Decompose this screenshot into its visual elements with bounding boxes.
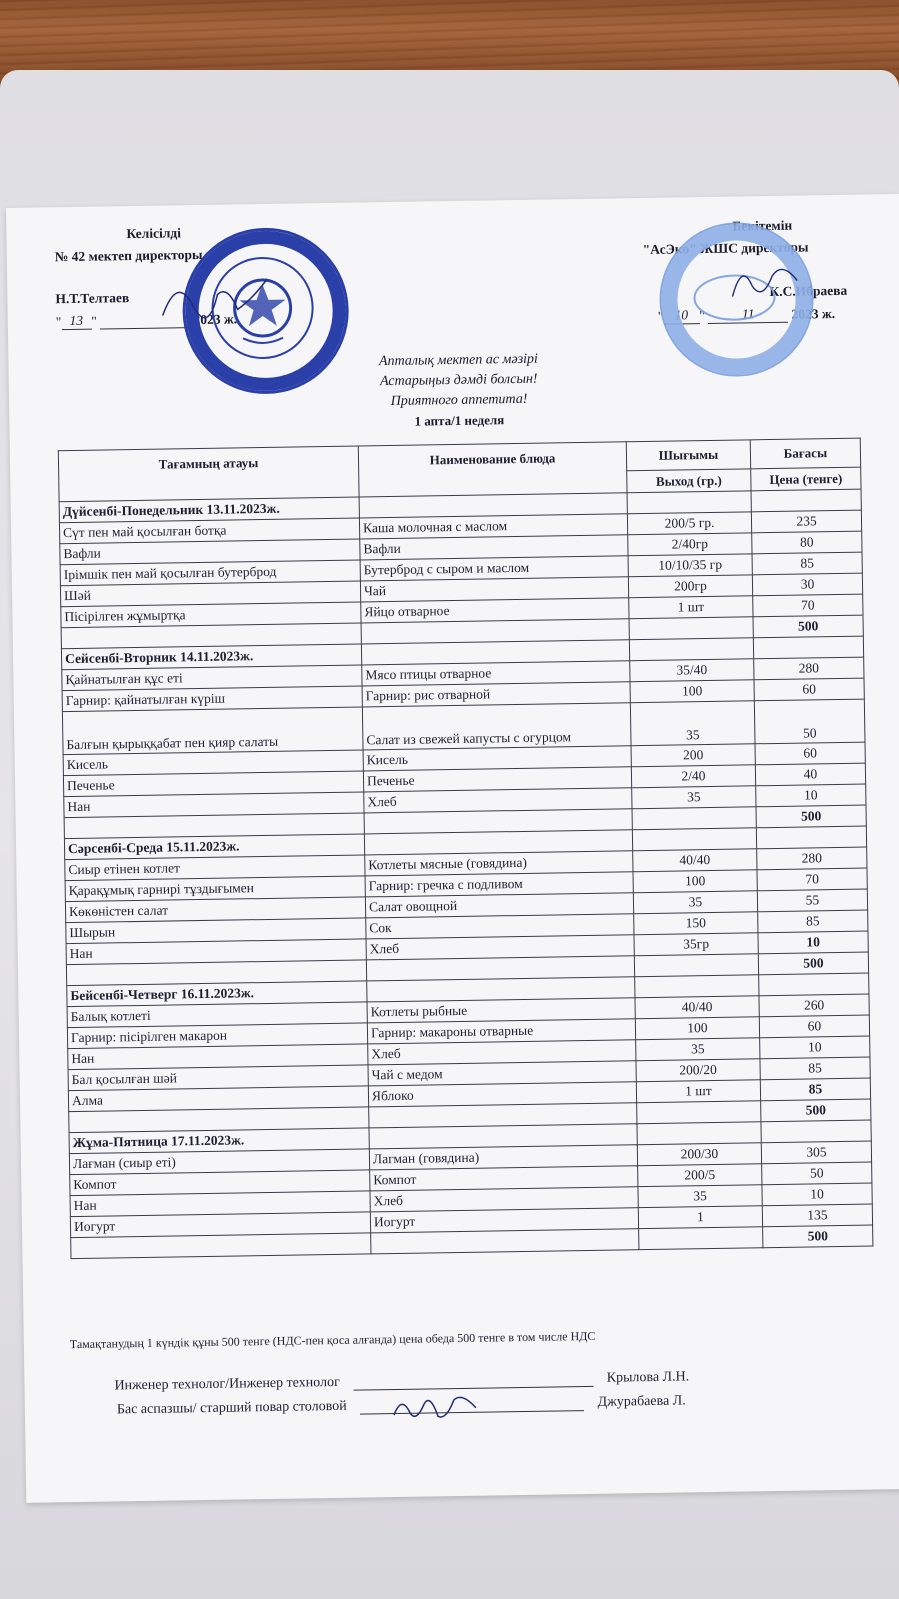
dish-name-kz: Печенье: [63, 771, 363, 797]
day-title: Жұма-Пятница 17.11.2023ж.: [69, 1128, 369, 1154]
dish-price: 60: [759, 1015, 869, 1038]
dish-output: 200: [631, 744, 755, 767]
col-header-price-ru: Цена (тенге): [751, 467, 861, 491]
dish-output: 40/40: [635, 996, 759, 1019]
dish-name-ru: Котлеты мясные (говядина): [365, 851, 633, 876]
dish-output: 1 шт: [629, 596, 753, 619]
day-title: Сейсенбі-Вторник 14.11.2023ж.: [61, 644, 361, 670]
dish-price: 85: [758, 910, 868, 933]
right-date-month: 11: [708, 306, 788, 324]
dish-output: 35: [632, 786, 756, 809]
right-role: "АсЭко" ЖШС директоры: [642, 239, 809, 258]
empty-cell: [632, 828, 756, 851]
left-date-month-line: [100, 327, 190, 329]
dish-price: 280: [757, 847, 867, 870]
dish-name-kz: Нан: [68, 1044, 368, 1070]
right-approve-label: Бекітемін: [732, 217, 793, 234]
day-total: 500: [761, 1099, 871, 1122]
engineer-name: Крылова Л.Н.: [606, 1369, 690, 1386]
empty-cell: [756, 826, 866, 849]
empty-cell: [753, 636, 863, 659]
dish-name-ru: Гарнир: рис отварной: [362, 682, 630, 707]
col-header-price-kz: Бағасы: [750, 438, 860, 469]
dish-output: 150: [634, 912, 758, 935]
dish-output: 2/40: [631, 765, 755, 788]
dish-output: 100: [633, 870, 757, 893]
day-title: Сәрсенбі-Среда 15.11.2023ж.: [64, 834, 364, 860]
left-role: № 42 мектеп директоры: [54, 246, 203, 265]
dish-name-ru: Яйцо отварное: [361, 598, 629, 623]
dish-name-kz: Қарақұмық гарнирі тұздығымен: [65, 876, 365, 902]
dish-name-kz: Нан: [64, 792, 364, 818]
dish-name-ru: Лагман (говядина): [369, 1145, 637, 1170]
dish-price: 70: [753, 594, 863, 617]
menu-body: [59, 489, 873, 1259]
dish-name-kz: Балық котлеті: [67, 1002, 367, 1028]
dish-name-kz: Шәй: [60, 581, 360, 607]
empty-cell: [629, 617, 753, 640]
dish-price: 70: [757, 868, 867, 891]
dish-price: 10: [758, 931, 868, 954]
dish-output: 1 шт: [636, 1080, 760, 1103]
dish-output: 200/30: [637, 1143, 761, 1166]
week-label: 1 апта/1 неделя: [414, 412, 505, 429]
menu-title-kz: Апталық мектеп ас мәзірі: [378, 351, 539, 370]
dish-price: 305: [761, 1141, 871, 1164]
right-date: " 10 " 11 2023 ж.: [657, 305, 836, 324]
dish-name-kz: Компот: [70, 1170, 370, 1196]
day-title: Дүйсенбі-Понедельник 13.11.2023ж.: [59, 497, 359, 523]
dish-name-ru: Гарнир: гречка с подливом: [365, 872, 633, 897]
dish-price: 50: [754, 699, 865, 744]
dish-price: 135: [762, 1204, 872, 1227]
cook-signature-line: [117, 1393, 686, 1418]
dish-output: 35: [633, 891, 757, 914]
dish-output: 200/5: [638, 1164, 762, 1187]
empty-cell: [637, 1122, 761, 1145]
menu-title-block: [348, 349, 569, 432]
dish-name-ru: Бутерброд с сыром и маслом: [360, 556, 628, 581]
empty-cell: [371, 1229, 639, 1254]
menu-wish-kz: Астарыңыз дәмді болсын!: [379, 371, 538, 390]
dish-name-ru: Яблоко: [368, 1082, 636, 1107]
left-date-year: 2023 ж.: [193, 311, 238, 328]
dish-name-kz: Пісірілген жұмыртқа: [61, 602, 361, 628]
dish-price: 260: [759, 994, 869, 1017]
col-header-kz: Тағамның атауы: [58, 446, 359, 502]
dish-name-kz: Сиыр етінен котлет: [65, 855, 365, 881]
dish-name-ru: Чай с медом: [368, 1061, 636, 1086]
cook-sign-blank: [360, 1410, 584, 1415]
dish-name-kz: Бал қосылған шәй: [68, 1065, 368, 1091]
dish-name-ru: Гарнир: макароны отварные: [367, 1019, 635, 1044]
engineer-role: Инженер технолог/Инженер технолог: [114, 1374, 340, 1394]
day-total: 500: [763, 1225, 873, 1248]
dish-price: 60: [755, 742, 865, 765]
dish-price: 55: [757, 889, 867, 912]
dish-name-ru: Мясо птицы отварное: [362, 661, 630, 686]
dish-price: 85: [752, 552, 862, 575]
dish-name-kz: Алма: [68, 1086, 368, 1112]
dish-name-kz: Балғын қырыққабат пен қияр салаты: [62, 707, 363, 755]
footer-note: Тамақтанудың 1 күндік құны 500 тенге (НДС-пен қоса алғанда) цена обеда 500 тенге в том числе НДС: [69, 1328, 596, 1352]
dish-output: 100: [635, 1017, 759, 1040]
dish-output: 1: [638, 1206, 762, 1229]
day-total: 500: [758, 952, 868, 975]
left-signature-icon: [157, 264, 278, 326]
dish-price: 60: [754, 678, 864, 701]
dish-name-kz: Вафли: [60, 539, 360, 565]
dish-output: 35: [630, 701, 755, 746]
dish-price: 85: [760, 1057, 870, 1080]
empty-cell: [635, 975, 759, 998]
dish-output: 200/20: [636, 1059, 760, 1082]
dish-name-kz: Кисель: [63, 750, 363, 776]
dish-name-kz: Лағман (сиыр еті): [69, 1149, 369, 1175]
dish-name-kz: Гарнир: қайнатылған күріш: [62, 686, 362, 712]
empty-cell: [632, 807, 756, 830]
dish-output: 2/40гр: [628, 533, 752, 556]
dish-output: 100: [630, 680, 754, 703]
dish-price: 235: [751, 510, 861, 533]
empty-cell: [637, 1101, 761, 1124]
dish-price: 10: [760, 1036, 870, 1059]
dish-name-ru: Котлеты рыбные: [367, 998, 635, 1023]
dish-name-kz: Көкөністен салат: [65, 897, 365, 923]
dish-name-kz: Нан: [66, 939, 366, 965]
dish-output: 200гр: [628, 575, 752, 598]
dish-name-ru: Хлеб: [368, 1040, 636, 1065]
day-total: 500: [753, 615, 863, 638]
day-total: 500: [756, 805, 866, 828]
dish-name-ru: Хлеб: [364, 788, 632, 813]
empty-cell: [634, 954, 758, 977]
dish-output: 40/40: [633, 849, 757, 872]
dish-price: 40: [755, 763, 865, 786]
dish-name-kz: Шырын: [66, 918, 366, 944]
dish-name-ru: Салат овощной: [365, 893, 633, 918]
dish-price: 10: [762, 1183, 872, 1206]
left-date: " 13 " 2023 ж.: [55, 311, 238, 330]
left-date-day: 13: [61, 313, 91, 330]
dish-name-kz: Қайнатылған құс еті: [62, 665, 362, 691]
empty-cell: [627, 491, 751, 514]
dish-name-ru: Хлеб: [370, 1187, 638, 1212]
right-date-day: 10: [663, 307, 699, 325]
dish-name-kz: Нан: [70, 1191, 370, 1217]
dish-name-ru: Салат из свежей капусты с огурцом: [362, 703, 631, 750]
dish-output: 35гр: [634, 933, 758, 956]
right-signature-icon: [727, 255, 808, 306]
dish-name-ru: Печенье: [363, 767, 631, 792]
menu-document: [6, 194, 899, 1503]
empty-cell: [761, 1120, 871, 1143]
dish-output: 200/5 гр.: [627, 512, 751, 535]
dish-name-ru: Сок: [366, 914, 634, 939]
empty-cell: [629, 638, 753, 661]
dish-name-kz: Иогурт: [70, 1212, 370, 1238]
left-approve-label: Келісілді: [126, 225, 182, 242]
dish-price: 280: [754, 657, 864, 680]
dish-name-ru: Каша молочная с маслом: [359, 514, 627, 539]
menu-wish-ru: Приятного аппетита!: [390, 391, 528, 409]
cook-role: Бас аспазшы/ старший повар столовой: [116, 1398, 347, 1418]
col-header-out-ru: Выход (гр.): [627, 469, 751, 493]
right-date-year: 2023 ж.: [791, 305, 836, 322]
empty-cell: [639, 1227, 763, 1250]
dish-name-ru: Чай: [360, 577, 628, 602]
dish-name-kz: Сүт пен май қосылған ботқа: [59, 518, 359, 544]
dish-price: 30: [752, 573, 862, 596]
empty-cell: [71, 1233, 371, 1259]
dish-output: 10/10/35 гр: [628, 554, 752, 577]
day-title: Бейсенбі-Четверг 16.11.2023ж.: [67, 981, 367, 1007]
cook-signature-icon: [390, 1390, 481, 1427]
dish-name-kz: Гарнир: пісірілген макарон: [67, 1023, 367, 1049]
col-header-ru: Наименование блюда: [358, 442, 627, 497]
dish-output: 35: [636, 1038, 760, 1061]
dish-name-ru: Иогурт: [370, 1208, 638, 1233]
dish-price: 85: [760, 1078, 870, 1101]
empty-cell: [759, 973, 869, 996]
dish-name-ru: Хлеб: [366, 935, 634, 960]
dish-name-ru: Вафли: [360, 535, 628, 560]
dish-name-ru: Компот: [370, 1166, 638, 1191]
dish-price: 80: [752, 531, 862, 554]
dish-output: 35/40: [630, 659, 754, 682]
dish-name-kz: Ірімшік пен май қосылған бутерброд: [60, 560, 360, 586]
menu-table: [58, 438, 874, 1260]
dish-price: 50: [762, 1162, 872, 1185]
right-name: К.С.Ибраева: [769, 282, 848, 300]
dish-output: 35: [638, 1185, 762, 1208]
col-header-out-kz: Шығымы: [626, 440, 750, 471]
dish-price: 10: [756, 784, 866, 807]
cook-name: Джурабаева Л.: [597, 1393, 686, 1410]
left-name: Н.Т.Телтаев: [55, 290, 130, 307]
dish-name-ru: Кисель: [363, 746, 631, 771]
empty-cell: [751, 489, 861, 512]
